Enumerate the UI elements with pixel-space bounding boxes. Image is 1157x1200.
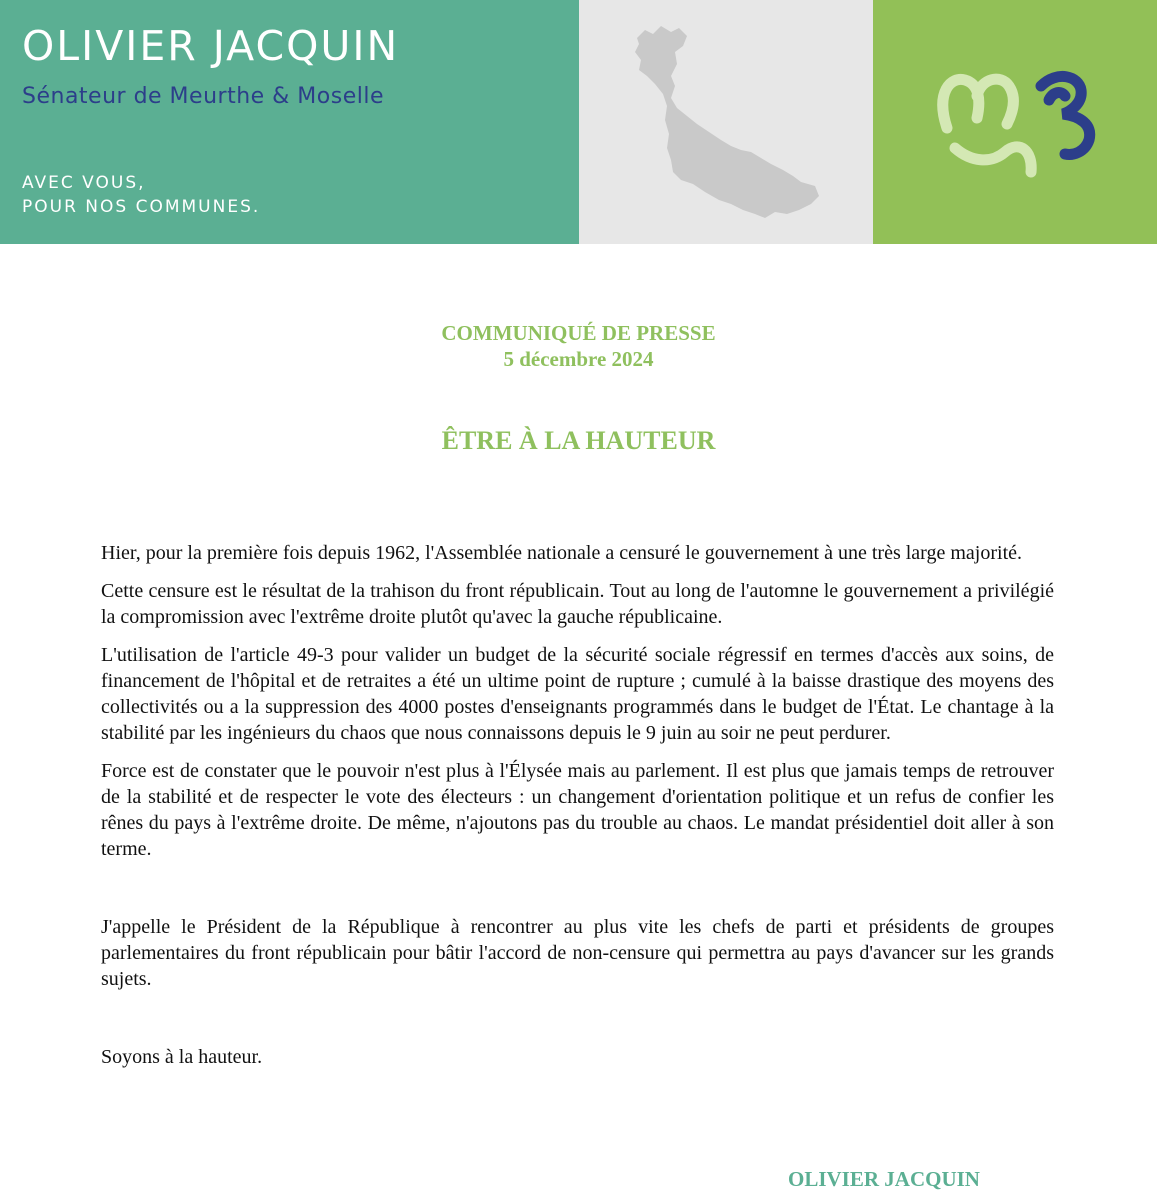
slogan-line-1: AVEC VOUS, xyxy=(22,173,146,193)
press-release-body xyxy=(101,540,1054,1082)
body-paragraph-3: L'utilisation de l'article 49-3 pour valider un budget de la sécurité sociale régressif en termes d'accès aux soins, de financement de l'hôpital et de retraites a été un ultime point de rupture ; cumulé à la baisse drastique des moyens des collectivités ou a la suppression des 4000 postes d'enseignants programmés dans le budget de l'État. Le chantage à la stabilité par les ingénieurs du chaos que nous connaissons depuis le 9 juin au soir ne peut perdurer. xyxy=(101,644,1054,744)
banner-map-panel xyxy=(579,0,873,244)
body-paragraph-2: Cette censure est le résultat de la trahison du front républicain. Tout au long de l'automne le gouvernement a privilégié la compromission avec l'extrême droite plutôt qu'avec la gauche républicaine. xyxy=(101,580,1054,628)
body-paragraph-1: Hier, pour la première fois depuis 1962, l'Assemblée nationale a censuré le gouvernement à une très large majorité. xyxy=(101,542,1022,564)
header-banner xyxy=(0,0,1157,244)
press-release-title: ÊTRE À LA HAUTEUR xyxy=(441,426,716,455)
meurthe-et-moselle-map-icon xyxy=(579,0,873,244)
press-release-date: 5 décembre 2024 xyxy=(503,347,654,371)
senator-title: Sénateur de Meurthe & Moselle xyxy=(22,84,385,109)
body-paragraph-6: Soyons à la hauteur. xyxy=(101,1046,263,1068)
body-paragraph-5: J'appelle le Président de la République à rencontrer au plus vite les chefs de parti et présidents de groupes parlementaires du front républicain pour bâtir l'accord de non-censure qui permettra au pays d'avancer sur les grands sujets. xyxy=(101,916,1054,990)
signature: OLIVIER JACQUIN xyxy=(788,1167,980,1191)
press-release-label: COMMUNIQUÉ DE PRESSE xyxy=(441,321,716,345)
slogan xyxy=(22,171,260,219)
body-paragraph-4: Force est de constater que le pouvoir n'est plus à l'Élysée mais au parlement. Il est plus que jamais temps de retrouver de la stabilité et de respecter le vote des électeurs : un changement d'orientation politique et un refus de confier les rênes du pays à l'extrême droite. De même, n'ajoutons pas du trouble au chaos. Le mandat présidentiel doit aller à son terme. xyxy=(101,760,1054,860)
slogan-line-2: POUR NOS COMMUNES. xyxy=(22,197,261,217)
senator-name: OLIVIER JACQUIN xyxy=(22,22,400,70)
department-logo-icon xyxy=(873,0,1157,244)
banner-logo-panel xyxy=(873,0,1157,244)
banner-identity-panel xyxy=(0,0,579,244)
